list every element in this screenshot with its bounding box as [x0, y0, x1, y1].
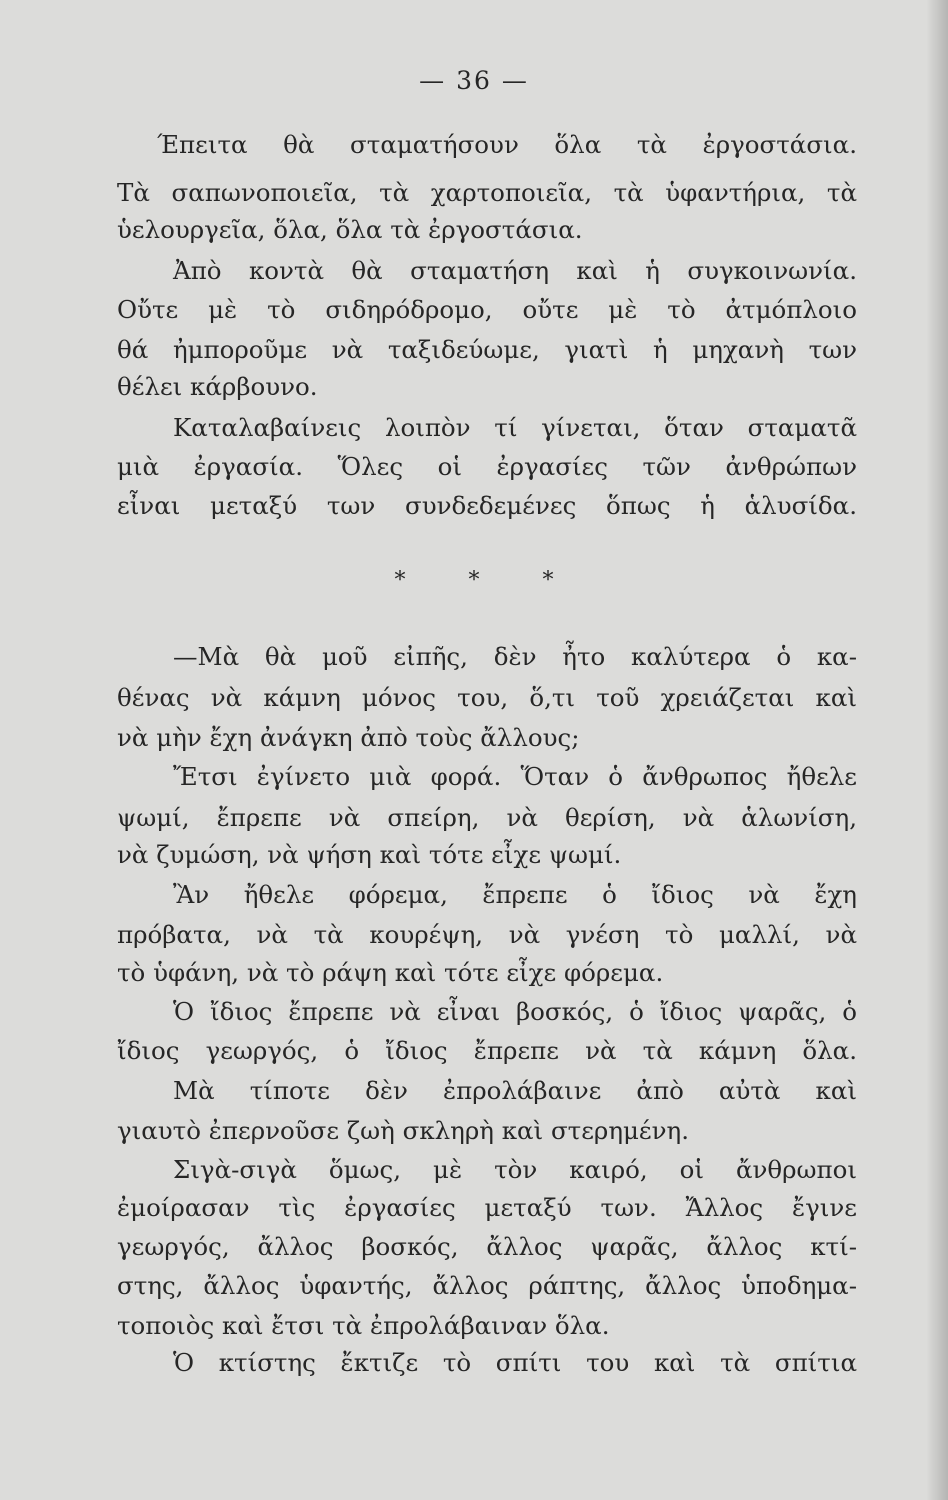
text-line: Τὰ σαπωνοποιεῖα, τὰ χαρτοποιεῖα, τὰ ὑφαντήρια, τὰ [117, 178, 857, 207]
text-line: Ὁ ἴδιος ἔπρεπε νὰ εἶναι βοσκός, ὁ ἴδιος ψαρᾶς, ὁ [173, 997, 857, 1026]
text-line: ὑελουργεῖα, ὅλα, ὅλα τὰ ἐργοστάσια. [117, 215, 583, 244]
text-line: —Μὰ θὰ μοῦ εἰπῆς, δὲν ἦτο καλύτερα ὁ κα- [173, 642, 857, 671]
text-line: τὸ ὑφάνη, νὰ τὸ ράψη καὶ τότε εἶχε φόρεμα. [117, 958, 664, 987]
text-line: θά ἠμποροῦμε νὰ ταξιδεύωμε, γιατὶ ἡ μηχανὴ των [117, 335, 857, 364]
text-line: στης, ἄλλος ὑφαντής, ἄλλος ράπτης, ἄλλος ὑποδημα- [117, 1271, 857, 1300]
text-line: εἶναι μεταξύ των συνδεδεμένες ὅπως ἡ ἁλυσίδα. [117, 491, 857, 520]
text-line: Ἂν ἤθελε φόρεμα, ἔπρεπε ὁ ἴδιος νὰ ἔχη [173, 880, 857, 909]
page-number: — 36 — [419, 66, 529, 95]
text-line: Καταλαβαίνεις λοιπὸν τί γίνεται, ὅταν σταματᾶ [173, 413, 857, 442]
text-line: ἴδιος γεωργός, ὁ ἴδιος ἔπρεπε νὰ τὰ κάμνη ὅλα. [117, 1036, 857, 1065]
text-line: ἐμοίρασαν τὶς ἐργασίες μεταξύ των. Ἄλλος ἔγινε [117, 1193, 857, 1222]
text-line: Ἔτσι ἐγίνετο μιὰ φορά. Ὅταν ὁ ἄνθρωπος ἤθελε [173, 762, 857, 791]
text-line: θέλει κάρβουνο. [117, 372, 318, 401]
text-line: τοποιὸς καὶ ἔτσι τὰ ἐπρολάβαιναν ὅλα. [117, 1311, 610, 1340]
text-line: θένας νὰ κάμνη μόνος του, ὅ,τι τοῦ χρειάζεται καὶ [117, 683, 857, 712]
page-gutter-shadow [926, 0, 948, 1500]
text-line: Ἀπὸ κοντὰ θὰ σταματήση καὶ ἡ συγκοινωνία. [173, 256, 857, 285]
section-separator: * * * [394, 568, 582, 593]
text-line: γιαυτὸ ἐπερνοῦσε ζωὴ σκληρὴ καὶ στερημένη. [117, 1116, 689, 1145]
text-line: μιὰ ἐργασία. Ὅλες οἱ ἐργασίες τῶν ἀνθρώπων [117, 452, 857, 481]
text-line: Έπειτα θὰ σταματήσουν ὅλα τὰ ἐργοστάσια. [157, 130, 857, 159]
text-line: νὰ μὴν ἔχη ἀνάγκη ἀπὸ τοὺς ἄλλους; [117, 723, 580, 752]
text-line: Οὔτε μὲ τὸ σιδηρόδρομο, οὔτε μὲ τὸ ἀτμόπλοιο [117, 295, 857, 324]
text-line: Σιγὰ-σιγὰ ὅμως, μὲ τὸν καιρό, οἱ ἄνθρωποι [173, 1155, 857, 1184]
text-line: Μὰ τίποτε δὲν ἐπρολάβαινε ἀπὸ αὐτὰ καὶ [173, 1076, 857, 1105]
text-line: νὰ ζυμώση, νὰ ψήση καὶ τότε εἶχε ψωμί. [117, 840, 622, 869]
text-line: ψωμί, ἔπρεπε νὰ σπείρη, νὰ θερίση, νὰ ἁλωνίση, [117, 803, 857, 832]
text-line: Ὁ κτίστης ἔκτιζε τὸ σπίτι του καὶ τὰ σπίτια [173, 1348, 857, 1377]
text-line: γεωργός, ἄλλος βοσκός, ἄλλος ψαρᾶς, ἄλλος κτί- [117, 1232, 857, 1261]
text-line: πρόβατα, νὰ τὰ κουρέψη, νὰ γνέση τὸ μαλλί, νὰ [117, 920, 857, 949]
